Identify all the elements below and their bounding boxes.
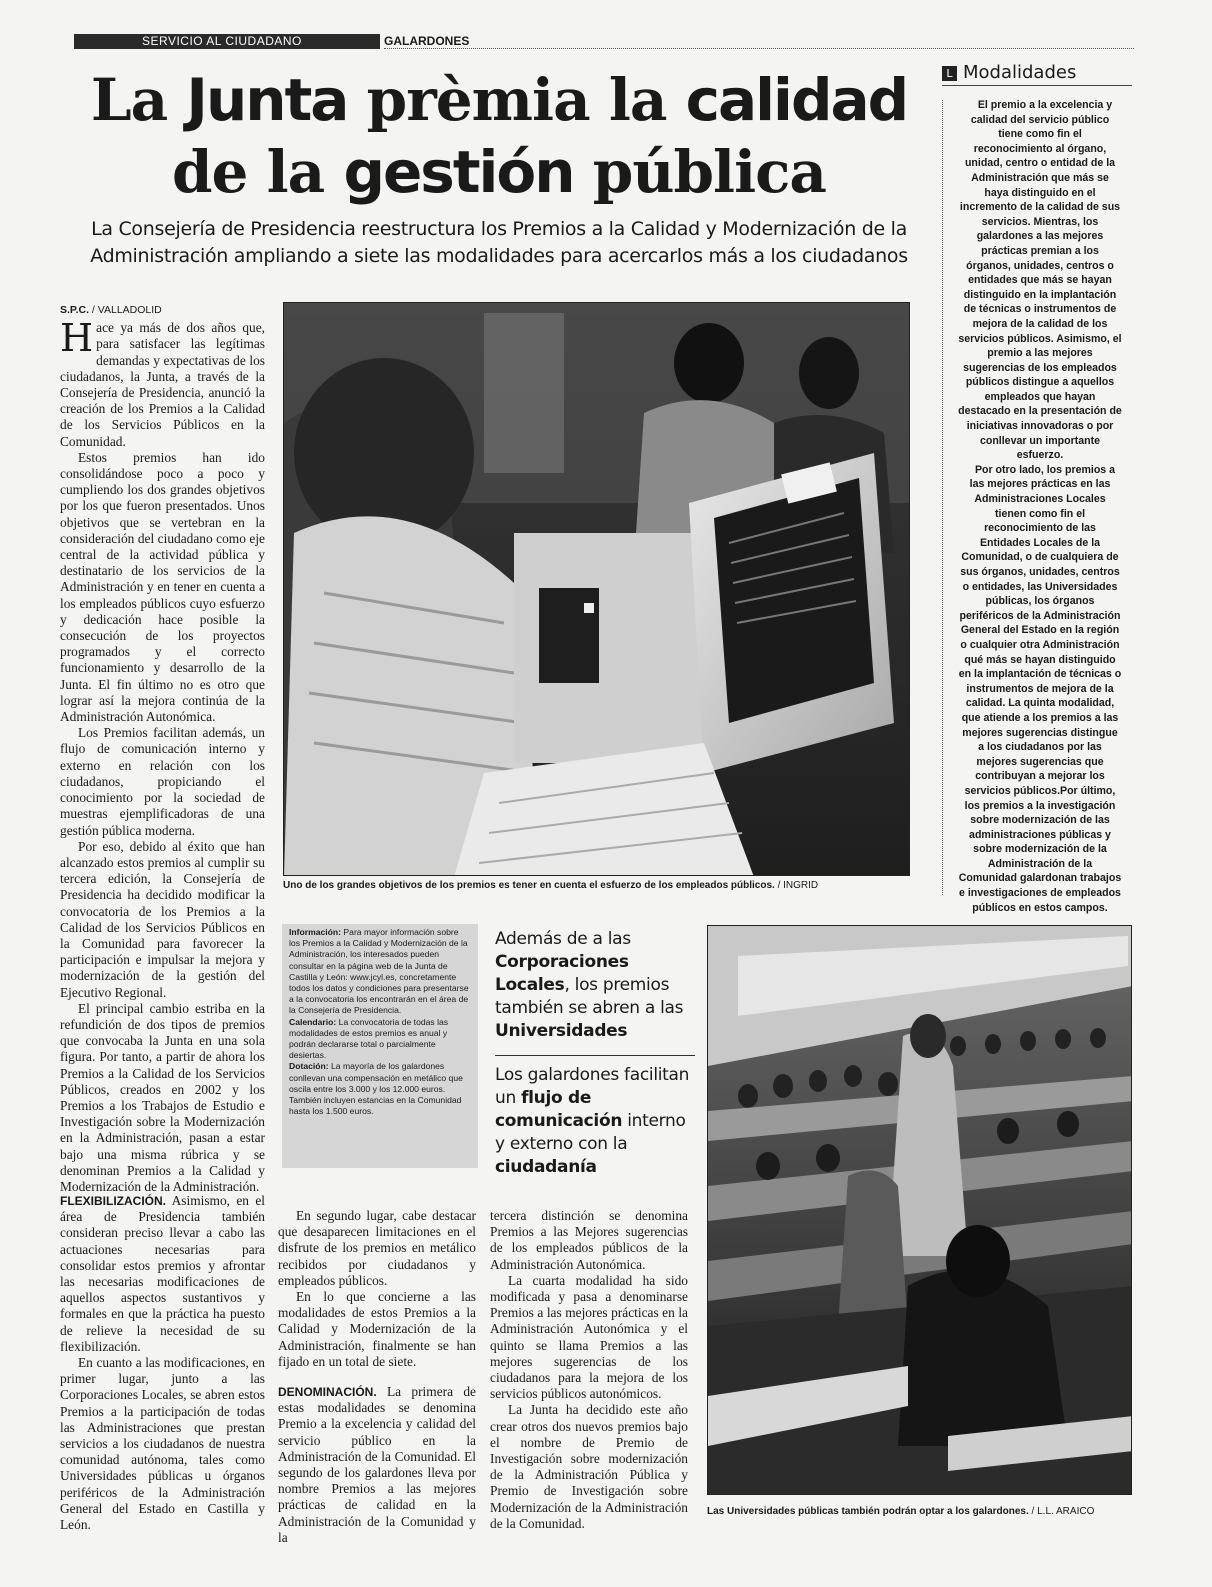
pull-quote-2: Los galardones facilitan un flujo de comunicación interno y externo con la ciudadanía: [495, 1065, 690, 1177]
section-tag: GALARDONES: [384, 34, 470, 48]
article-paragraph: Estos premios han ido consolidándose poco a poco y cumpliendo los dos grandes objetivos por los que fueron presentados. Unos objetivos que se vertebran en la consideración del ciudadano como eje central de la actividad pública y destinatario de los servicios de la Administración y en tener en cuenta a los empleados públicos cuyo esfuerzo y dedicación hace posible la consecución de los proyectos programados y el correcto funcionamiento y desarrollo de la Junta. El fin último no es otro que lograr así la mejora continúa de la Administración Autonómica.: [60, 449, 265, 725]
drop-cap: H: [60, 316, 94, 361]
article-paragraph: La cuarta modalidad ha sido modificada y pasa a denominarse Premios a las mejores prácticas en la Administración Autonómica y el quinto se llama Premios a las mejores sugerencias de los ciudadanos para la mejora de los servicios públicos autonómicos.: [490, 1272, 688, 1402]
article-paragraph: El principal cambio estriba en la refundición de dos tipos de premios que convocaba la Junta en una sola figura. Por tanto, a partir de ahora los Premios a la Calidad de los Servicios Públicos, creados en 2002 y los Premios a los Trabajos de Estudio e Investigación sobre la Modernización en la Administración, pasan a estar bajo una misma rúbrica y se denominan Premios a la Calidad y Modernización de la Administración.: [60, 1000, 265, 1194]
photo-office-illustration: [284, 303, 910, 876]
article-paragraph: Por eso, debido al éxito que han alcanzado estos premios al cumplir su tercera edición, la Consejería de Presidencia ha decidido modificar la convocatoria de los Premios a la Calidad de los Servicios Públicos en la Comunidad para favorecer la participación e impulsar la mejora y modernización de la gestión del Ejecutivo Regional.: [60, 838, 265, 1000]
sidebar-modalidades: [942, 62, 1132, 915]
photo-caption-1: Uno de los grandes objetivos de los premios es tener en cuenta el esfuerzo de los empleados públicos. / INGRID: [283, 880, 819, 891]
section-rule: [384, 48, 1134, 49]
article-paragraph: En segundo lugar, cabe destacar que desaparecen limitaciones en el disfrute de los premios en metálico recibidos por ciudadanos y empleados públicos.: [278, 1208, 476, 1288]
article-paragraph: La Junta ha decidido este año crear otros dos nuevos premios bajo el nombre de Premio de Investigación sobre modernización de la Administración Pública y Premio de Investigación sobre Modernización de la Administración de la Comunidad.: [490, 1402, 688, 1531]
byline: S.P.C. / VALLADOLID: [60, 304, 162, 316]
kicker-flexibilizacion: FLEXIBILIZACIÓN.: [60, 1194, 166, 1208]
sidebar-title: L Modalidades: [942, 62, 1132, 86]
pull-quote-1: Además de a las Corporaciones Locales, los premios también se abren a las Universidades: [495, 929, 684, 1041]
article-paragraph: tercera distinción se denomina Premios a las Mejores sugerencias de los empleados públicos de la Administración Autonómica.: [490, 1208, 688, 1272]
photo-lecture-hall: [707, 925, 1132, 1495]
article-paragraph: FLEXIBILIZACIÓN. Asimismo, en el área de Presidencia también consideran preciso llevar a cabo las actuaciones necesarias para consolidar estos premios y afrontar las necesarias modificaciones de aquellos aspectos sustantivos y formales en que la práctica ha puesto de relieve la necesidad de su flexibilización.: [60, 1193, 265, 1354]
article-column-1-lower: [60, 1193, 265, 1533]
article-column-1: [60, 302, 265, 1195]
photo-lecture-illustration: [708, 926, 1132, 1495]
info-box: [282, 924, 478, 1168]
section-header: [74, 34, 1134, 49]
sidebar-paragraph: El premio a la excelencia y calidad del servicio público tiene como fin el reconocimiento al órgano, unidad, centro o entidad de la Administración que más se haya distinguido en el incremento de la calidad de sus servicios. Mientras, los galardones a las mejores prácticas premian a los órganos, unidades, centros o entidades que más se hayan distinguido en la implantación de técnicas o instrumentos de mejora de la calidad de los servicios públicos. Asimismo, el premio a las mejores sugerencias de los empleados públicos distingue a aquellos empleados que hayan destacado en la presentación de iniciativas innovadoras o por conllevar un importante esfuerzo.: [958, 99, 1122, 462]
article-column-2: [278, 1208, 476, 1546]
photo-office-worker: [283, 302, 910, 876]
section-name: SERVICIO AL CIUDADANO: [74, 34, 380, 49]
article-paragraph: En lo que concierne a las modalidades de estos Premios a la Calidad y Modernización de la Administración, finalmente se han fijado en un total de siete.: [278, 1289, 476, 1369]
photo-caption-2: Las Universidades públicas también podrán optar a los galardones. / L.L. ARAICO: [707, 1506, 1095, 1517]
info-item: Calendario: La convocatoria de todas las modalidades de estos premios es anual y podrán declararse total o parcialmente desiertas.: [289, 1016, 449, 1061]
sidebar-logo-icon: L: [942, 66, 957, 81]
info-item: Información: Para mayor información sobre los Premios a la Calidad y Modernización de la Administración, los interesados pueden consultar en la página web de la Junta de Castilla y León: www.jcyl.es, concretamente todos los datos y condiciones para presentarse a la convocatoria los encontrarán en el área de la Consejería de Presidencia.: [289, 927, 469, 1016]
sidebar-text: [942, 98, 1132, 915]
headline: La Junta prèmia la calidad de la gestión pública: [90, 66, 908, 206]
sidebar-paragraph: Por otro lado, los premios a las mejores prácticas en las Administraciones Locales tienen como fin el reconocimiento de las Entidades Locales de la Comunidad, o de cualquiera de sus órganos, unidades, centros o entidades, las Universidades públicas, los órganos periféricos de la Administración General del Estado en la región o cualquier otra Administración qué más se hayan distinguido en la implantación de técnicas o instrumentos de mejora de la calidad. La quinta modalidad, que atiende a los premios a las mejores sugerencias distingue a los ciudadanos por las mejores sugerencias que contribuyan a mejorar los servicios públicos.Por último, los premios a la investigación sobre modernización de las administraciones públicas y sobre modernización de la Administración de la Comunidad galardonan trabajos e investigaciones de empleados públicos en estos campos.: [958, 463, 1122, 914]
article-paragraph: Los Premios facilitan además, un flujo de comunicación interno y externo en relación con los ciudadanos, propiciando el conocimiento por la sociedad de muestras ejemplificadoras de una gestión pública moderna.: [60, 725, 265, 838]
article-paragraph: DENOMINACIÓN. La primera de estas modalidades se denomina Premio a la excelencia y calidad del servicio público en la Administración de la Comunidad. El segundo de los galardones lleva por nombre Premios a las mejores prácticas de calidad en la Administración de la Comunidad y la: [278, 1384, 476, 1545]
deck-subtitle: La Consejería de Presidencia reestructura los Premios a la Calidad y Modernización de la Administración ampliando a siete las modalidades para acercarlos más a los ciudadanos: [90, 218, 908, 267]
pull-quote-divider: [495, 1055, 695, 1056]
article-paragraph: Hace ya más de dos años que, para satisfacer las legítimas demandas y expectativas de los ciudadanos, la Junta, a través de la Consejería de Presidencia, anunció la creación de los Premios a la Calidad de los Servicios Públicos en la Comunidad.: [60, 316, 265, 449]
info-item: Dotación: La mayoría de los galardones conllevan una compensación en metálico que oscila entre los 3.000 y los 12.000 euros. También incluyen estancias en la Comunidad hasta los 1.500 euros.: [289, 1061, 463, 1117]
kicker-denominacion: DENOMINACIÓN.: [278, 1385, 377, 1400]
article-column-3: [490, 1208, 688, 1532]
article-paragraph: En cuanto a las modificaciones, en primer lugar, junto a las Corporaciones Locales, se abren estos Premios a la participación de todas las Administraciones que prestan servicios a los ciudadanos de nuestra comunidad autónoma, tales como Universidades públicas u órganos periféricos de la Administración General del Estado en Castilla y León.: [60, 1355, 265, 1533]
